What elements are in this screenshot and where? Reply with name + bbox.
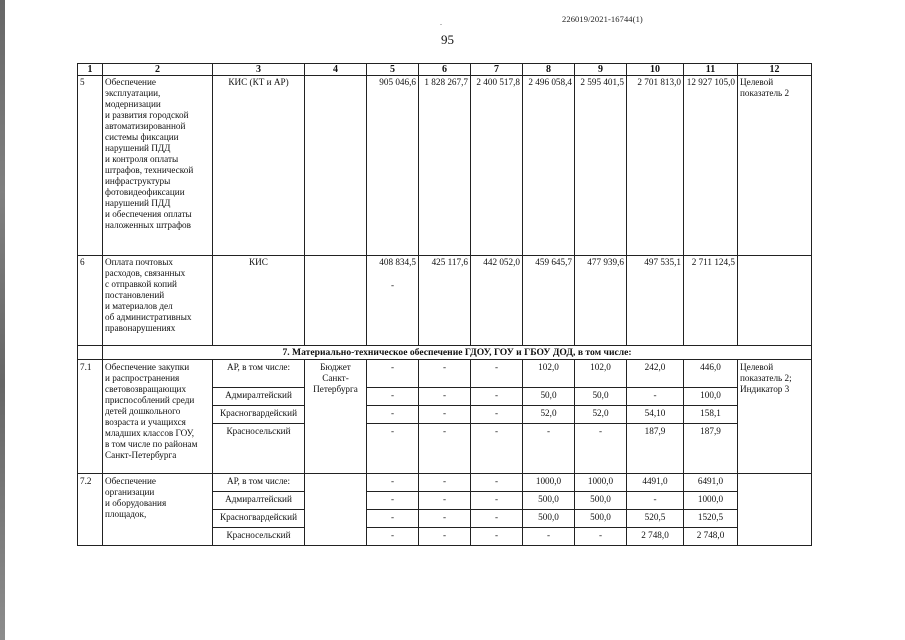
funding-source bbox=[305, 76, 367, 256]
value-cell: 1 828 267,7 bbox=[419, 76, 471, 256]
value-cell bbox=[523, 256, 575, 346]
value-cell: - bbox=[471, 474, 523, 492]
value-cell: 2 496 058,4 bbox=[523, 76, 575, 256]
budget-table bbox=[77, 63, 812, 546]
row-number: 6 bbox=[78, 256, 103, 346]
executor: Красногвардейский bbox=[213, 510, 305, 528]
value-cell: 50,0 bbox=[575, 388, 627, 406]
indicator: Целевой показатель 2 bbox=[738, 76, 812, 256]
value-text: 459 645,7 bbox=[535, 257, 572, 267]
executor: Красногвардейский bbox=[213, 406, 305, 424]
value-cell: 2 400 517,8 bbox=[471, 76, 523, 256]
column-header: 4 bbox=[305, 64, 367, 76]
indicator: Целевой показатель 2; Индикатор 3 bbox=[738, 360, 812, 474]
table-row-row7_1 bbox=[78, 360, 812, 388]
table-row-5 bbox=[78, 76, 812, 256]
value-cell: - bbox=[471, 510, 523, 528]
value-cell: 1520,5 bbox=[684, 510, 738, 528]
executor: АР, в том числе: bbox=[213, 474, 305, 492]
column-header: 10 bbox=[627, 64, 684, 76]
measure-name: Оплата почтовых расходов, связанных с отправкой копий постановлений и материалов дел об административных правонарушениях bbox=[103, 256, 213, 346]
value-cell: 1000,0 bbox=[684, 492, 738, 510]
value-cell: - bbox=[471, 388, 523, 406]
column-header: 7 bbox=[471, 64, 523, 76]
value-cell: 500,0 bbox=[575, 492, 627, 510]
row-number: 7.1 bbox=[78, 360, 103, 474]
value-cell: - bbox=[419, 492, 471, 510]
value-cell: 54,10 bbox=[627, 406, 684, 424]
value-text: 425 117,6 bbox=[431, 257, 468, 267]
value-cell: - bbox=[471, 406, 523, 424]
value-text: 408 834,5 bbox=[379, 257, 416, 267]
value-cell bbox=[627, 256, 684, 346]
top-dot: . bbox=[440, 18, 442, 27]
funding-source bbox=[305, 474, 367, 546]
scan-edge-mark bbox=[0, 0, 5, 640]
value-cell: 6491,0 bbox=[684, 474, 738, 492]
value-text: 2 711 124,5 bbox=[691, 257, 735, 267]
executor: Адмиралтейский bbox=[213, 388, 305, 406]
value-cell bbox=[575, 256, 627, 346]
value-cell: - bbox=[367, 360, 419, 388]
value-cell: 1000,0 bbox=[523, 474, 575, 492]
value-cell: - bbox=[627, 388, 684, 406]
document-number: 226019/2021-16744(1) bbox=[562, 14, 643, 24]
value-cell: 1000,0 bbox=[575, 474, 627, 492]
column-header: 9 bbox=[575, 64, 627, 76]
value-cell: - bbox=[367, 510, 419, 528]
value-cell: 500,0 bbox=[575, 510, 627, 528]
value-cell: - bbox=[419, 406, 471, 424]
value-cell: - bbox=[471, 528, 523, 546]
value-cell: 520,5 bbox=[627, 510, 684, 528]
executor: Красносельский bbox=[213, 424, 305, 474]
value-cell: - bbox=[627, 492, 684, 510]
value-cell: - bbox=[419, 424, 471, 474]
value-cell: 158,1 bbox=[684, 406, 738, 424]
value-text: 442 052,0 bbox=[483, 257, 520, 267]
value-cell: 52,0 bbox=[575, 406, 627, 424]
value-cell: 50,0 bbox=[523, 388, 575, 406]
funding-source bbox=[305, 256, 367, 346]
value-cell: 52,0 bbox=[523, 406, 575, 424]
column-header: 2 bbox=[103, 64, 213, 76]
value-cell: 187,9 bbox=[684, 424, 738, 474]
value-cell: 4491,0 bbox=[627, 474, 684, 492]
measure-name: Обеспечение организации и оборудования площадок, bbox=[103, 474, 213, 546]
executor: АР, в том числе: bbox=[213, 360, 305, 388]
value-cell bbox=[367, 256, 419, 346]
value-cell: - bbox=[419, 528, 471, 546]
column-header: 5 bbox=[367, 64, 419, 76]
row-number: 5 bbox=[78, 76, 103, 256]
indicator bbox=[738, 474, 812, 546]
executor: Красносельский bbox=[213, 528, 305, 546]
value-cell: - bbox=[523, 424, 575, 474]
value-cell: - bbox=[367, 406, 419, 424]
funding-source: Бюджет Санкт- Петербурга bbox=[305, 360, 367, 474]
value-cell: - bbox=[367, 388, 419, 406]
value-cell: - bbox=[523, 528, 575, 546]
dash-mark: - bbox=[390, 280, 395, 290]
value-text: 497 535,1 bbox=[644, 257, 681, 267]
value-cell: 2 748,0 bbox=[627, 528, 684, 546]
value-cell: 242,0 bbox=[627, 360, 684, 388]
value-cell: - bbox=[367, 528, 419, 546]
value-cell: - bbox=[575, 528, 627, 546]
table-header-row bbox=[78, 64, 812, 76]
column-header: 8 bbox=[523, 64, 575, 76]
column-header: 1 bbox=[78, 64, 103, 76]
value-cell: - bbox=[471, 492, 523, 510]
section-7-title-row bbox=[78, 346, 812, 360]
executor: Адмиралтейский bbox=[213, 492, 305, 510]
value-cell: 2 595 401,5 bbox=[575, 76, 627, 256]
value-cell: 500,0 bbox=[523, 510, 575, 528]
column-header: 3 bbox=[213, 64, 305, 76]
section-title: 7. Материально-техническое обеспечение ГДОУ, ГОУ и ГБОУ ДОД, в том числе: bbox=[103, 346, 812, 360]
value-cell: - bbox=[471, 424, 523, 474]
value-cell: 905 046,6 bbox=[367, 76, 419, 256]
value-cell: - bbox=[367, 424, 419, 474]
value-cell: - bbox=[471, 360, 523, 388]
row-number: 7.2 bbox=[78, 474, 103, 546]
value-cell: 2 701 813,0 bbox=[627, 76, 684, 256]
value-cell: - bbox=[575, 424, 627, 474]
value-cell: 102,0 bbox=[575, 360, 627, 388]
value-cell: 187,9 bbox=[627, 424, 684, 474]
executor: КИС bbox=[213, 256, 305, 346]
executor: КИС (КТ и АР) bbox=[213, 76, 305, 256]
value-cell: 12 927 105,0 bbox=[684, 76, 738, 256]
column-header: 11 bbox=[684, 64, 738, 76]
page-number: 95 bbox=[441, 32, 454, 47]
value-cell: 2 748,0 bbox=[684, 528, 738, 546]
value-cell: 100,0 bbox=[684, 388, 738, 406]
column-header: 12 bbox=[738, 64, 812, 76]
row-number bbox=[78, 346, 103, 360]
value-cell: - bbox=[419, 388, 471, 406]
value-cell: 102,0 bbox=[523, 360, 575, 388]
value-cell: 500,0 bbox=[523, 492, 575, 510]
value-cell bbox=[684, 256, 738, 346]
value-cell bbox=[419, 256, 471, 346]
value-text: 477 939,6 bbox=[587, 257, 624, 267]
value-cell: - bbox=[367, 474, 419, 492]
table-row-6 bbox=[78, 256, 812, 346]
value-cell: - bbox=[419, 474, 471, 492]
column-header: 6 bbox=[419, 64, 471, 76]
indicator bbox=[738, 256, 812, 346]
value-cell bbox=[471, 256, 523, 346]
measure-name: Обеспечение закупки и распространения световозвращающих приспособлений среди детей дошкольного возраста и учащихся младших классов ГОУ, в том числе по районам Санкт-Петербурга bbox=[103, 360, 213, 474]
value-cell: - bbox=[419, 510, 471, 528]
value-cell: - bbox=[419, 360, 471, 388]
measure-name: Обеспечение эксплуатации, модернизации и развития городской автоматизированной системы фиксации нарушений ПДД и контроля оплаты штрафов, технической инфраструктуры фотовидеофиксации нарушений ПДД и обеспечения оплаты наложенных штрафов bbox=[103, 76, 213, 256]
table-row-row7_2 bbox=[78, 474, 812, 492]
value-cell: 446,0 bbox=[684, 360, 738, 388]
value-cell: - bbox=[367, 492, 419, 510]
